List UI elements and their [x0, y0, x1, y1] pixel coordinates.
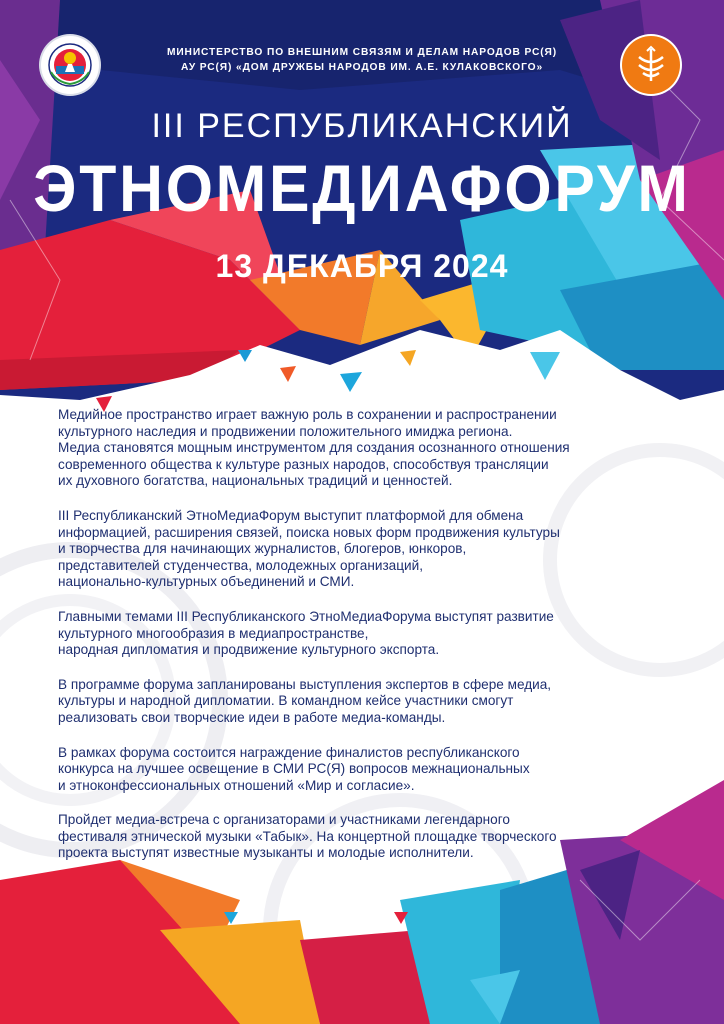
- paragraph-program: [58, 677, 683, 727]
- description-text: [58, 407, 683, 880]
- text-line: проекта выступят известные музыканты и молодые исполнители.: [58, 845, 474, 861]
- text-line: их духовного богатства, национальных традиций и ценностей.: [58, 473, 453, 489]
- text-line: и творчества для начинающих журналистов, блогеров, юнкоров,: [58, 541, 467, 557]
- organizer-line-ministry: МИНИСТЕРСТВО ПО ВНЕШНИМ СВЯЗЯМ И ДЕЛАМ НАРОДОВ РС(Я): [166, 47, 558, 58]
- ministry-emblem-icon: [41, 36, 99, 94]
- text-line: фестиваля этнической музыки «Табык». На концертной площадке творческого: [58, 828, 557, 844]
- paragraph-intro: [58, 407, 683, 490]
- house-of-friendship-logo-graphic: [631, 45, 671, 85]
- paragraph-awards: [58, 745, 683, 795]
- text-line: представителей студенчества, молодежных организаций,: [58, 557, 423, 573]
- text-line: Медийное пространство играет важную роль в сохранении и распространении: [58, 407, 557, 422]
- forum-date: 13 ДЕКАБРЯ 2024: [215, 248, 509, 284]
- paragraph-themes: [58, 609, 683, 659]
- text-line: конкурса на лучшее освещение в СМИ РС(Я) вопросов межнациональных: [58, 761, 530, 777]
- house-of-friendship-logo-icon: [622, 36, 680, 94]
- ministry-emblem-graphic: [47, 42, 93, 88]
- text-line: современного общества к культуре разных народов, способствуя трансляции: [58, 456, 549, 472]
- text-line: В программе форума запланированы выступления экспертов в сфере медиа,: [58, 676, 552, 692]
- forum-edition-title: III РЕСПУБЛИКАНСКИЙ: [151, 107, 573, 145]
- text-line: народная дипломатия и продвижение культурного экспорта.: [58, 642, 440, 658]
- text-line: реализовать свои творческие идеи в работе медиа-команды.: [58, 709, 446, 725]
- text-line: Главными темами III Республиканского ЭтноМедиаФорума выступят развитие: [58, 608, 554, 624]
- text-line: Пройдет медиа-встреча с организаторами и участниками легендарного: [58, 812, 510, 828]
- text-line: культурного многообразия в медиапространстве,: [58, 625, 369, 641]
- text-line: информацией, расширения связей, поиска новых форм продвижения культуры: [58, 524, 560, 540]
- text-line: национально-культурных объединений и СМИ.: [58, 574, 355, 590]
- forum-name-title: ЭТНОМЕДИАФОРУМ: [33, 151, 691, 225]
- text-line: Медиа становятся мощным инструментом для создания осознанного отношения: [58, 440, 570, 456]
- paragraph-platform: [58, 508, 683, 591]
- organizer-line-house-of-friendship: АУ РС(Я) «ДОМ ДРУЖБЫ НАРОДОВ ИМ. А.Е. КУЛАКОВСКОГО»: [180, 62, 544, 73]
- text-line: В рамках форума состоится награждение финалистов республиканского: [58, 744, 520, 760]
- text-line: III Республиканский ЭтноМедиаФорум выступит платформой для обмена: [58, 507, 524, 523]
- text-line: культурного наследия и продвижении положительного имиджа региона.: [58, 423, 513, 439]
- paragraph-concert: [58, 812, 683, 862]
- text-line: культуры и народной дипломатии. В командном кейсе участники смогут: [58, 693, 514, 709]
- text-line: и этноконфессиональных отношений «Мир и согласие».: [58, 777, 415, 793]
